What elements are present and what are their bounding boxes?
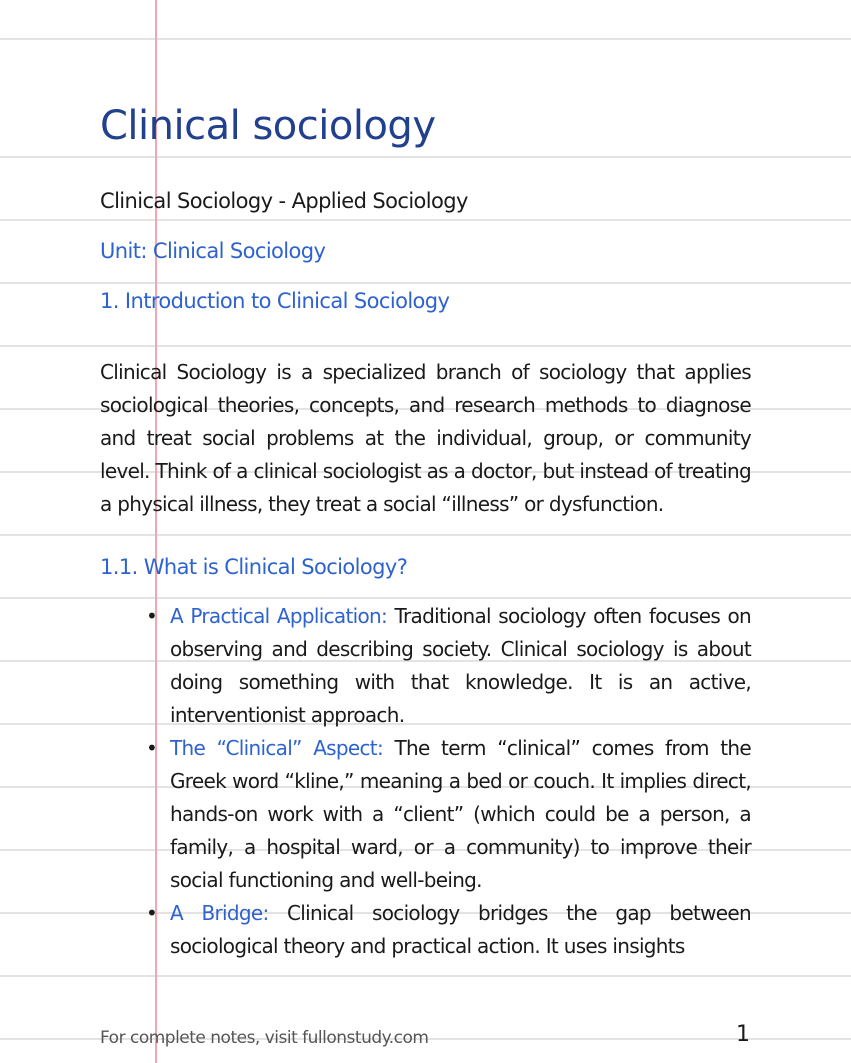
list-item-term: A Practical Application: bbox=[170, 604, 388, 628]
list-item-text: The term “clinical” comes from the Greek word “kline,” meaning a bed or couch. It implies direct, hands-on work with a “client” (which could be a person, a family, a hospital ward, or a community) to improve their social functioning and well-being. bbox=[170, 736, 751, 892]
list-item bbox=[146, 732, 751, 897]
unit-heading: Unit: Clinical Sociology bbox=[100, 239, 326, 263]
introduction-paragraph: Clinical Sociology is a specialized branch of sociology that applies sociological theories, concepts, and research methods to diagnose and treat social problems at the individual, group, or community level. Think of a clinical sociologist as a doctor, but instead of treating a physical illness, they treat a social “illness” or dysfunction. bbox=[100, 360, 751, 516]
document-subtitle: Clinical Sociology - Applied Sociology bbox=[100, 189, 468, 213]
list-item-term: The “Clinical” Aspect: bbox=[170, 736, 383, 760]
list-item-text: Clinical sociology bridges the gap between sociological theory and practical action. It uses insights bbox=[170, 901, 751, 958]
page-title: Clinical sociology bbox=[100, 103, 436, 149]
list-item bbox=[146, 600, 751, 732]
footer-link-text: For complete notes, visit fullonstudy.com bbox=[100, 1028, 429, 1048]
list-item bbox=[146, 897, 751, 963]
definition-list bbox=[146, 600, 751, 963]
bullet-icon: • bbox=[146, 736, 158, 760]
page-number: 1 bbox=[736, 1022, 750, 1047]
subsection-heading: 1.1. What is Clinical Sociology? bbox=[100, 555, 408, 579]
section-heading: 1. Introduction to Clinical Sociology bbox=[100, 289, 450, 313]
list-item-text: Traditional sociology often focuses on observing and describing society. Clinical sociology is about doing something with that knowledge. It is an active, interventionist approach. bbox=[170, 604, 751, 727]
list-item-term: A Bridge: bbox=[170, 901, 269, 925]
bullet-icon: • bbox=[146, 901, 158, 925]
bullet-icon: • bbox=[146, 604, 158, 628]
